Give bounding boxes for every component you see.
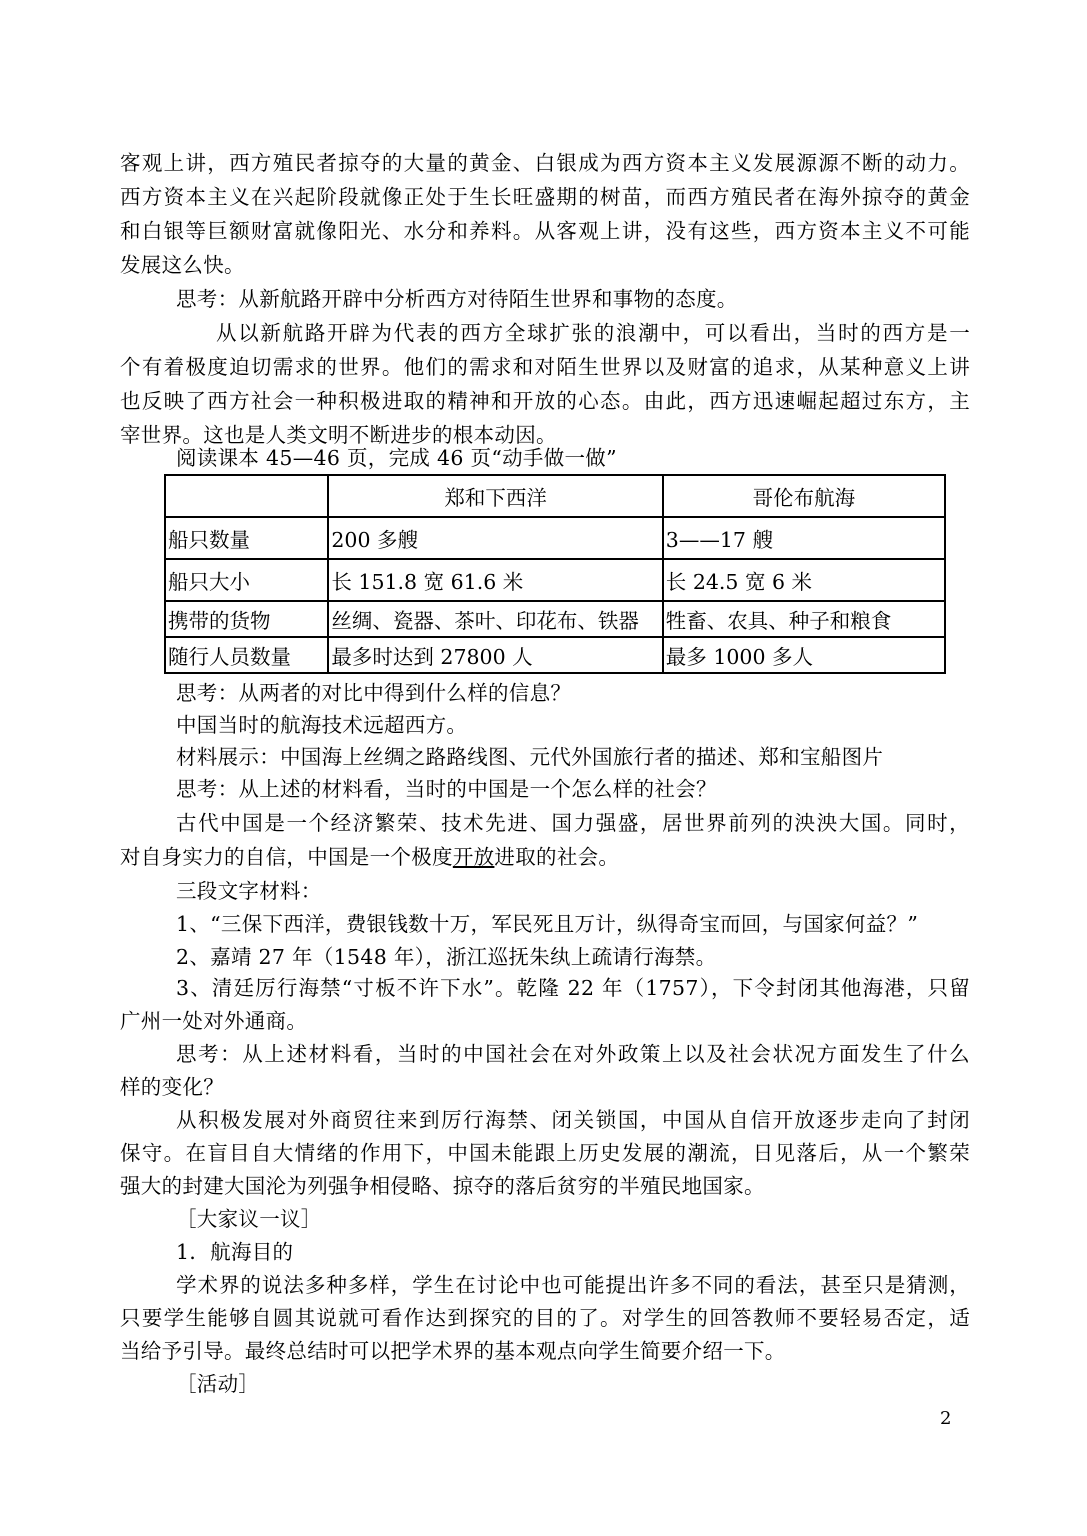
paragraph-line: 保守。在盲目自大情绪的作用下，中国未能跟上历史发展的潮流，日见落后，从一个繁荣 — [120, 1141, 970, 1165]
table-cell: 船只大小 — [165, 559, 328, 601]
paragraph-line: ［活动］ — [176, 1372, 260, 1396]
paragraph-line: 从积极发展对外商贸往来到厉行海禁、闭关锁国，中国从自信开放逐步走向了封闭 — [176, 1108, 970, 1132]
paragraph-line: 从以新航路开辟为代表的西方全球扩张的浪潮中，可以看出，当时的西方是一 — [216, 321, 970, 345]
paragraph-line: 古代中国是一个经济繁荣、技术先进、国力强盛，居世界前列的泱泱大国。同时， — [176, 811, 970, 835]
text-run: 进取的社会。 — [494, 845, 620, 869]
paragraph-line: 中国当时的航海技术远超西方。 — [176, 713, 468, 737]
paragraph-line: 发展这么快。 — [120, 253, 245, 277]
paragraph-line: 和白银等巨额财富就像阳光、水分和养料。从客观上讲，没有这些，西方资本主义不可能 — [120, 219, 970, 243]
table-header-cell — [165, 475, 328, 517]
paragraph-line: ［大家议一议］ — [176, 1207, 322, 1231]
table-row — [165, 601, 945, 637]
table-cell: 最多 1000 多人 — [663, 637, 945, 673]
paragraph-line: 当给予引导。最终总结时可以把学术界的基本观点向学生简要介绍一下。 — [120, 1339, 786, 1363]
table-cell: 3——17 艘 — [663, 517, 945, 559]
paragraph-line: 个有着极度迫切需求的世界。他们的需求和对陌生世界以及财富的追求，从某种意义上讲 — [120, 355, 970, 379]
table-header-cell: 哥伦布航海 — [663, 475, 945, 517]
paragraph-line: 广州一处对外通商。 — [120, 1009, 308, 1033]
paragraph-line: 宰世界。这也是人类文明不断进步的根本动因。 — [120, 423, 557, 447]
table-cell: 长 24.5 宽 6 米 — [663, 559, 945, 601]
underlined-word: 开放 — [452, 845, 495, 869]
table-cell: 牲畜、农具、种子和粮食 — [663, 601, 945, 637]
paragraph-line: 只要学生能够自圆其说就可看作达到探究的目的了。对学生的回答教师不要轻易否定，适 — [120, 1306, 970, 1330]
comparison-table — [164, 474, 946, 674]
table-cell: 最多时达到 27800 人 — [328, 637, 662, 673]
paragraph-line: 思考：从上述材料看，当时的中国社会在对外政策上以及社会状况方面发生了什么 — [176, 1042, 970, 1066]
paragraph-line: 思考：从新航路开辟中分析西方对待陌生世界和事物的态度。 — [176, 287, 738, 311]
paragraph-line: 西方资本主义在兴起阶段就像正处于生长旺盛期的树苗，而西方殖民者在海外掠夺的黄金 — [120, 185, 970, 209]
page-number: 2 — [940, 1408, 952, 1429]
paragraph-line: 学术界的说法多种多样，学生在讨论中也可能提出许多不同的看法，甚至只是猜测， — [176, 1273, 970, 1297]
paragraph-line: 客观上讲，西方殖民者掠夺的大量的黄金、白银成为西方资本主义发展源源不断的动力。 — [120, 151, 970, 175]
table-cell: 船只数量 — [165, 517, 328, 559]
paragraph-line — [120, 840, 970, 874]
paragraph-line: 思考：从两者的对比中得到什么样的信息？ — [176, 681, 572, 705]
table-header-cell: 郑和下西洋 — [328, 475, 662, 517]
paragraph-line: 1、“三保下西洋，费银钱数十万，军民死且万计，纵得奇宝而回，与国家何益？” — [176, 912, 919, 936]
paragraph-line: 阅读课本 45—46 页，完成 46 页“动手做一做” — [176, 446, 617, 470]
paragraph-line: 思考：从上述的材料看，当时的中国是一个怎么样的社会？ — [176, 777, 717, 801]
table-header-row — [165, 475, 945, 517]
table-cell: 携带的货物 — [165, 601, 328, 637]
paragraph-line: 也反映了西方社会一种积极进取的精神和开放的心态。由此，西方迅速崛起超过东方，主 — [120, 389, 970, 413]
text-run: 对自身实力的自信，中国是一个极度 — [120, 845, 453, 869]
paragraph-line: 2、嘉靖 27 年（1548 年），浙江巡抚朱纨上疏请行海禁。 — [176, 945, 717, 969]
paragraph-line: 1．航海目的 — [176, 1240, 294, 1264]
paragraph-line: 样的变化？ — [120, 1075, 224, 1099]
table-cell: 200 多艘 — [328, 517, 662, 559]
table-row — [165, 637, 945, 673]
table-cell: 长 151.8 宽 61.6 米 — [328, 559, 662, 601]
paragraph-line: 三段文字材料： — [176, 879, 322, 903]
paragraph-line: 材料展示：中国海上丝绸之路路线图、元代外国旅行者的描述、郑和宝船图片 — [176, 745, 884, 769]
table-row — [165, 559, 945, 601]
table-cell: 随行人员数量 — [165, 637, 328, 673]
paragraph-line: 强大的封建大国沦为列强争相侵略、掠夺的落后贫穷的半殖民地国家。 — [120, 1174, 765, 1198]
paragraph-line: 3、清廷厉行海禁“寸板不许下水”。乾隆 22 年（1757），下令封闭其他海港，只留 — [176, 976, 970, 1000]
table-row — [165, 517, 945, 559]
table-cell: 丝绸、瓷器、茶叶、印花布、铁器 — [328, 601, 662, 637]
